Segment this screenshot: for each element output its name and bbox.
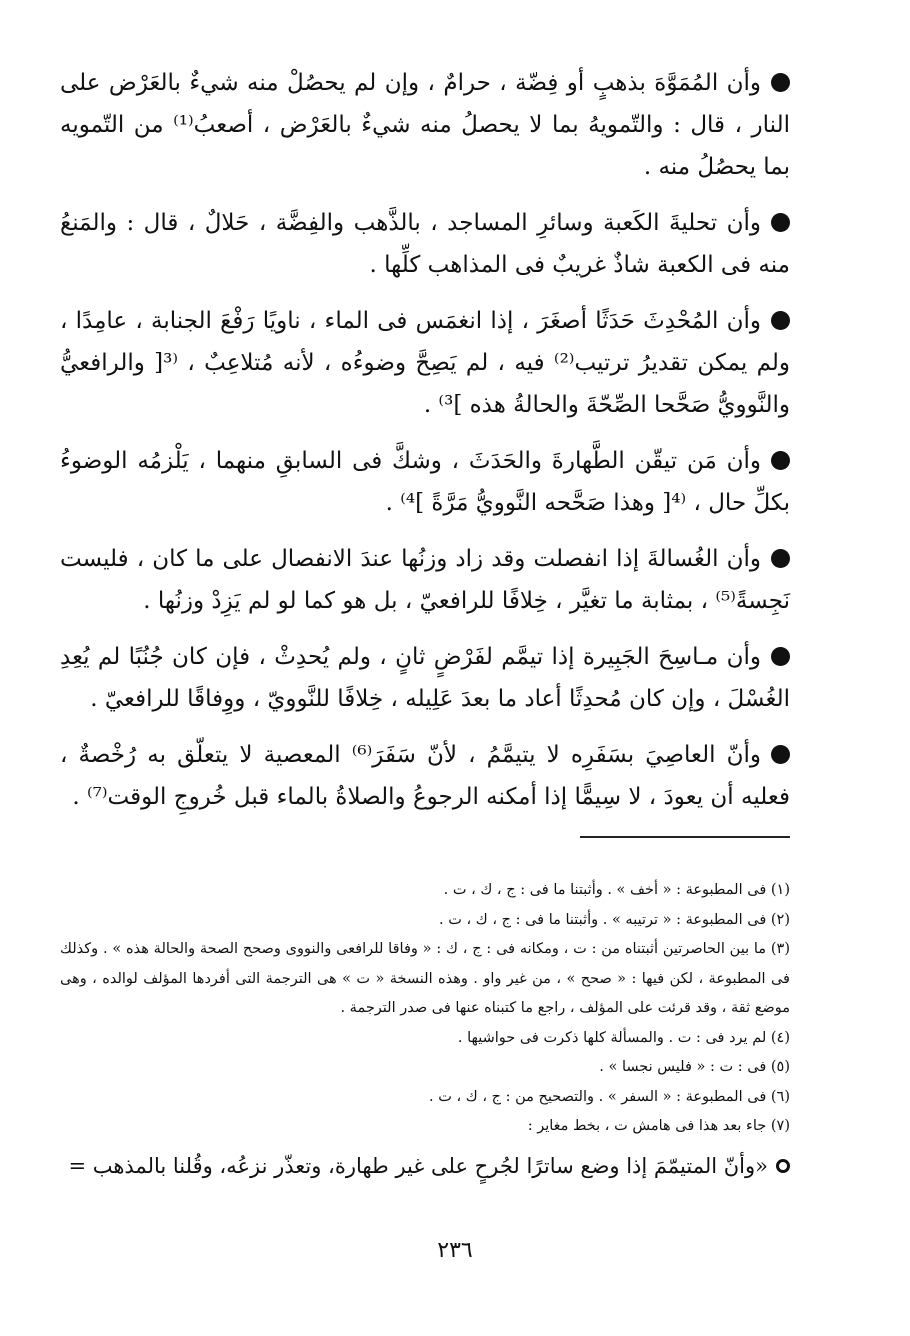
page-number: ٢٣٦ bbox=[437, 1238, 473, 1263]
footnote: (٤) لم يرد فى : ت . والمسألة كلها ذكرت فى حواشيها . bbox=[457, 1029, 790, 1046]
bullet-icon bbox=[771, 647, 790, 666]
bullet-icon bbox=[771, 213, 790, 232]
footnote: (٦) فى المطبوعة : « السفر » . والتصحيح من : ج ، ك ، ت . bbox=[429, 1088, 790, 1105]
footnote-divider bbox=[580, 836, 790, 838]
bullet-icon bbox=[771, 745, 790, 764]
paragraph: وأنّ العاصِيَ بسَفَرِه لا يتيمَّمُ ، لأنّ سَفَرَ⁽⁶⁾ المعصية لا يتعلّق به رُخْصةٌ ، فعليه أن يعودَ ، لا سِيمًّا إذا أمكنه الرجوعُ والصلاةُ بالماء قبل خُروجِ الوقت⁽⁷⁾ . bbox=[60, 742, 790, 810]
paragraph: وأن المُحْدِثَ حَدَثًا أصغَرَ ، إذا انغمَس فى الماء ، ناويًا رَفْعَ الجنابة ، عامِدًا ، ولم يمكن تقديرُ ترتيب⁽²⁾ فيه ، لم يَصِحَّ وضوءُه ، لأنه مُتلاعِبٌ ، ⁽³[ والرافعيُّ والنَّوويُّ صَحَّحا الصِّحّةَ والحالةُ هذه ]³⁾ . bbox=[60, 308, 790, 418]
footnote: (٣) ما بين الحاصرتين أثبتناه من : ت ، ومكانه فى : ج ، ك : « وفاقا للرافعى والنووى وصحح الصحة والحالة هذه » . وكذلك فى المطبوعة ، لكن فيها : « صحح » ، من غير واو . وهذه النسخة « ت » هى الترجمة التى أفردها المؤلف لوالده ، وهى موضع ثقة ، وقد قرئت على المؤلف ، راجع ما كتبناه عنها فى صدر الترجمة . bbox=[60, 941, 790, 1016]
paragraph: وأن مـاسِحَ الجَبِيرة إذا تيمَّم لفَرْضٍ ثانٍ ، ولم يُحدِثْ ، فإن كان جُنُبًا لم يُعِدِ الغُسْلَ ، وإن كان مُحدِثًا أعاد ما بعدَ عَلِيله ، خِلافًا للنَّوويّ ، ووِفاقًا للرافعيّ . bbox=[60, 644, 790, 712]
paragraph: وأن المُمَوَّهَ بذهبٍ أو فِضّة ، حرامٌ ، وإن لم يحصُلْ منه شيءٌ بالعَرْض على النار ، قال : والتّمويهُ بما لا يحصلُ منه شيءٌ بالعَرْض ، أصعبُ⁽¹⁾ من التّمويه بما يحصُلُ منه . bbox=[60, 70, 790, 180]
main-text bbox=[60, 62, 790, 832]
margin-note: «وأنّ المتيمّمَ إذا وضع ساترًا لجُرحٍ على غير طهارة، وتعذّر نزعُه، وقُلنا بالمذهب = bbox=[60, 1148, 790, 1184]
paragraph: وأن تحليةَ الكَعبة وسائرِ المساجد ، بالذَّهب والفِضَّة ، حَلالٌ ، قال : والمَنعُ منه فى الكعبة شاذٌ غريبٌ فى المذاهب كلِّها . bbox=[60, 210, 790, 278]
bullet-icon bbox=[771, 451, 790, 470]
bullet-icon bbox=[771, 73, 790, 92]
bullet-icon bbox=[771, 549, 790, 568]
footnotes bbox=[60, 876, 790, 1184]
paragraph: وأن مَن تيقّن الطَّهارةَ والحَدَثَ ، وشكَّ فى السابقِ منهما ، يَلْزمُه الوضوءُ بكلِّ حال ، ⁽⁴[ وهذا صَحَّحه النَّوويُّ مَرَّةً ]⁴⁾ . bbox=[60, 448, 790, 516]
ring-bullet-icon bbox=[776, 1159, 790, 1173]
bullet-icon bbox=[771, 311, 790, 330]
paragraph: وأن الغُسالةَ إذا انفصلت وقد زاد وزنُها عندَ الانفصال على ما كان ، فليست نَجِسةً⁽⁵⁾ ، بمثابة ما تغيَّر ، خِلافًا للرافعيّ ، بل هو كما لو لم يَزِدْ وزنُها . bbox=[60, 546, 790, 614]
footnote: (٧) جاء بعد هذا فى هامش ت ، بخط مغاير : bbox=[527, 1118, 790, 1134]
footnote: (٢) فى المطبوعة : « ترتيبه » . وأثبتنا ما فى : ج ، ك ، ت . bbox=[439, 911, 790, 928]
footnote: (٥) فى : ت : « فليس نجسا » . bbox=[599, 1059, 790, 1075]
footnote: (١) فى المطبوعة : « أخف » . وأثبتنا ما فى : ج ، ك ، ت . bbox=[443, 882, 790, 898]
